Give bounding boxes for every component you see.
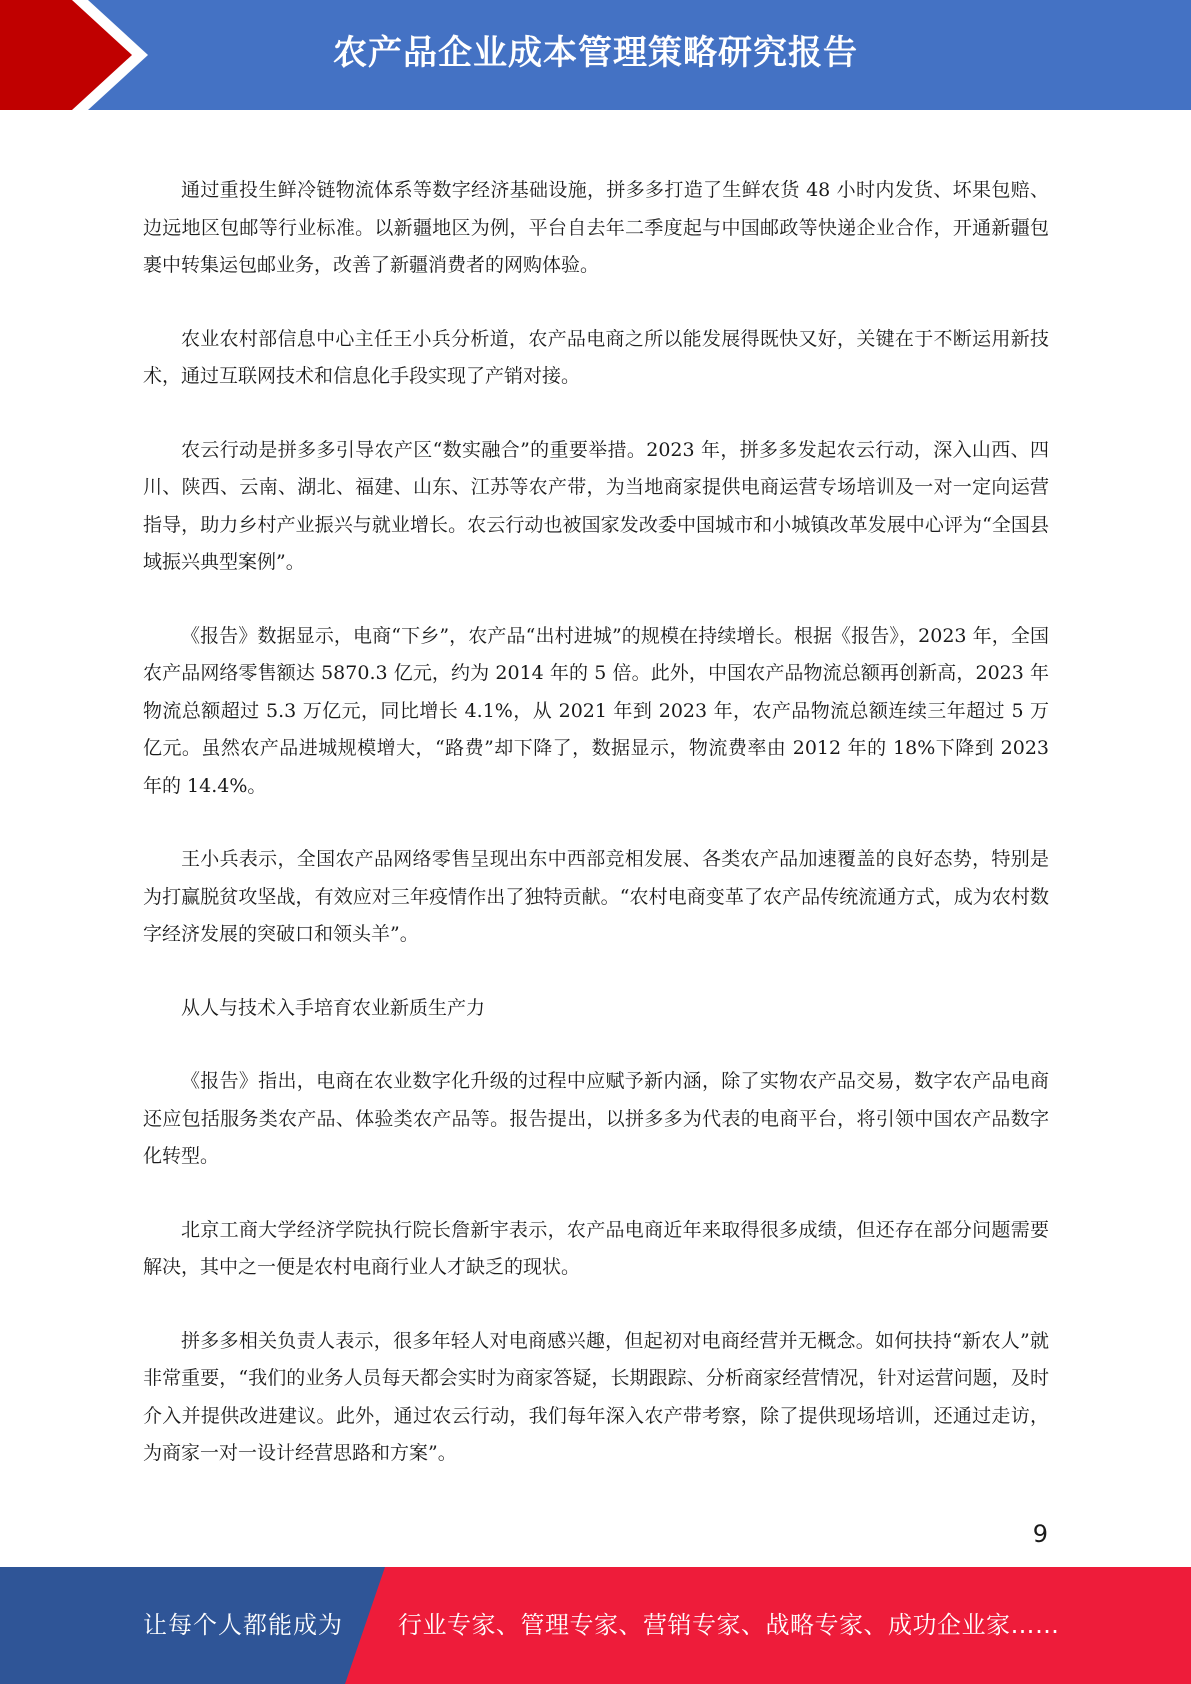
article-body bbox=[143, 172, 1049, 1509]
paragraph: 《报告》数据显示，电商“下乡”，农产品“出村进城”的规模在持续增长。根据《报告》，2023 年，全国农产品网络零售额达 5870.3 亿元，约为 2014 年的 5 倍。此外，中国农产品物流总额再创新高，2023 年物流总额超过 5.3 万亿元，同比增长 4.1%，从 2021 年到 2023 年，农产品物流总额连续三年超过 5 万亿元。虽然农产品进城规模增大，“路费”却下降了，数据显示，物流费率由 2012 年的 18%下降到 2023 年的 14.4%。 bbox=[143, 624, 1049, 797]
paragraph: 通过重投生鲜冷链物流体系等数字经济基础设施，拼多多打造了生鲜农货 48 小时内发货、坏果包赔、边远地区包邮等行业标准。以新疆地区为例，平台自去年二季度起与中国邮政等快递企业合作，开通新疆包裹中转集运包邮业务，改善了新疆消费者的网购体验。 bbox=[143, 179, 1049, 276]
paragraph: 王小兵表示，全国农产品网络零售呈现出东中西部竞相发展、各类农产品加速覆盖的良好态势，特别是为打赢脱贫攻坚战，有效应对三年疫情作出了独特贡献。“农村电商变革了农产品传统流通方式，成为农村数字经济发展的突破口和领头羊”。 bbox=[143, 848, 1049, 945]
paragraph: 拼多多相关负责人表示，很多年轻人对电商感兴趣，但起初对电商经营并无概念。如何扶持“新农人”就非常重要，“我们的业务人员每天都会实时为商家答疑，长期跟踪、分析商家经营情况，针对运营问题，及时介入并提供改进建议。此外，通过农云行动，我们每年深入农产带考察，除了提供现场培训，还通过走访，为商家一对一设计经营思路和方案”。 bbox=[143, 1329, 1049, 1464]
section-heading: 从人与技术入手培育农业新质生产力 bbox=[181, 996, 486, 1019]
paragraph: 北京工商大学经济学院执行院长詹新宇表示，农产品电商近年来取得很多成绩，但还存在部分问题需要解决，其中之一便是农村电商行业人才缺乏的现状。 bbox=[143, 1218, 1049, 1278]
page-header bbox=[0, 0, 1191, 110]
footer-slogan-right: 行业专家、管理专家、营销专家、战略专家、成功企业家…… bbox=[398, 1611, 1060, 1639]
paragraph: 《报告》指出，电商在农业数字化升级的过程中应赋予新内涵，除了实物农产品交易，数字农产品电商还应包括服务类农产品、体验类农产品等。报告提出，以拼多多为代表的电商平台，将引领中国农产品数字化转型。 bbox=[143, 1070, 1049, 1167]
document-title: 农产品企业成本管理策略研究报告 bbox=[333, 33, 858, 73]
paragraph: 农业农村部信息中心主任王小兵分析道，农产品电商之所以能发展得既快又好，关键在于不断运用新技术，通过互联网技术和信息化手段实现了产销对接。 bbox=[143, 327, 1049, 387]
page-number: 9 bbox=[1032, 1520, 1048, 1548]
footer-slogan-left: 让每个人都能成为 bbox=[143, 1611, 343, 1639]
paragraph: 农云行动是拼多多引导农产区“数实融合”的重要举措。2023 年，拼多多发起农云行动，深入山西、四川、陕西、云南、湖北、福建、山东、江苏等农产带，为当地商家提供电商运营专场培训及一对一定向运营指导，助力乡村产业振兴与就业增长。农云行动也被国家发改委中国城市和小城镇改革发展中心评为“全国县域振兴典型案例”。 bbox=[143, 438, 1049, 573]
page-footer bbox=[0, 1567, 1191, 1684]
